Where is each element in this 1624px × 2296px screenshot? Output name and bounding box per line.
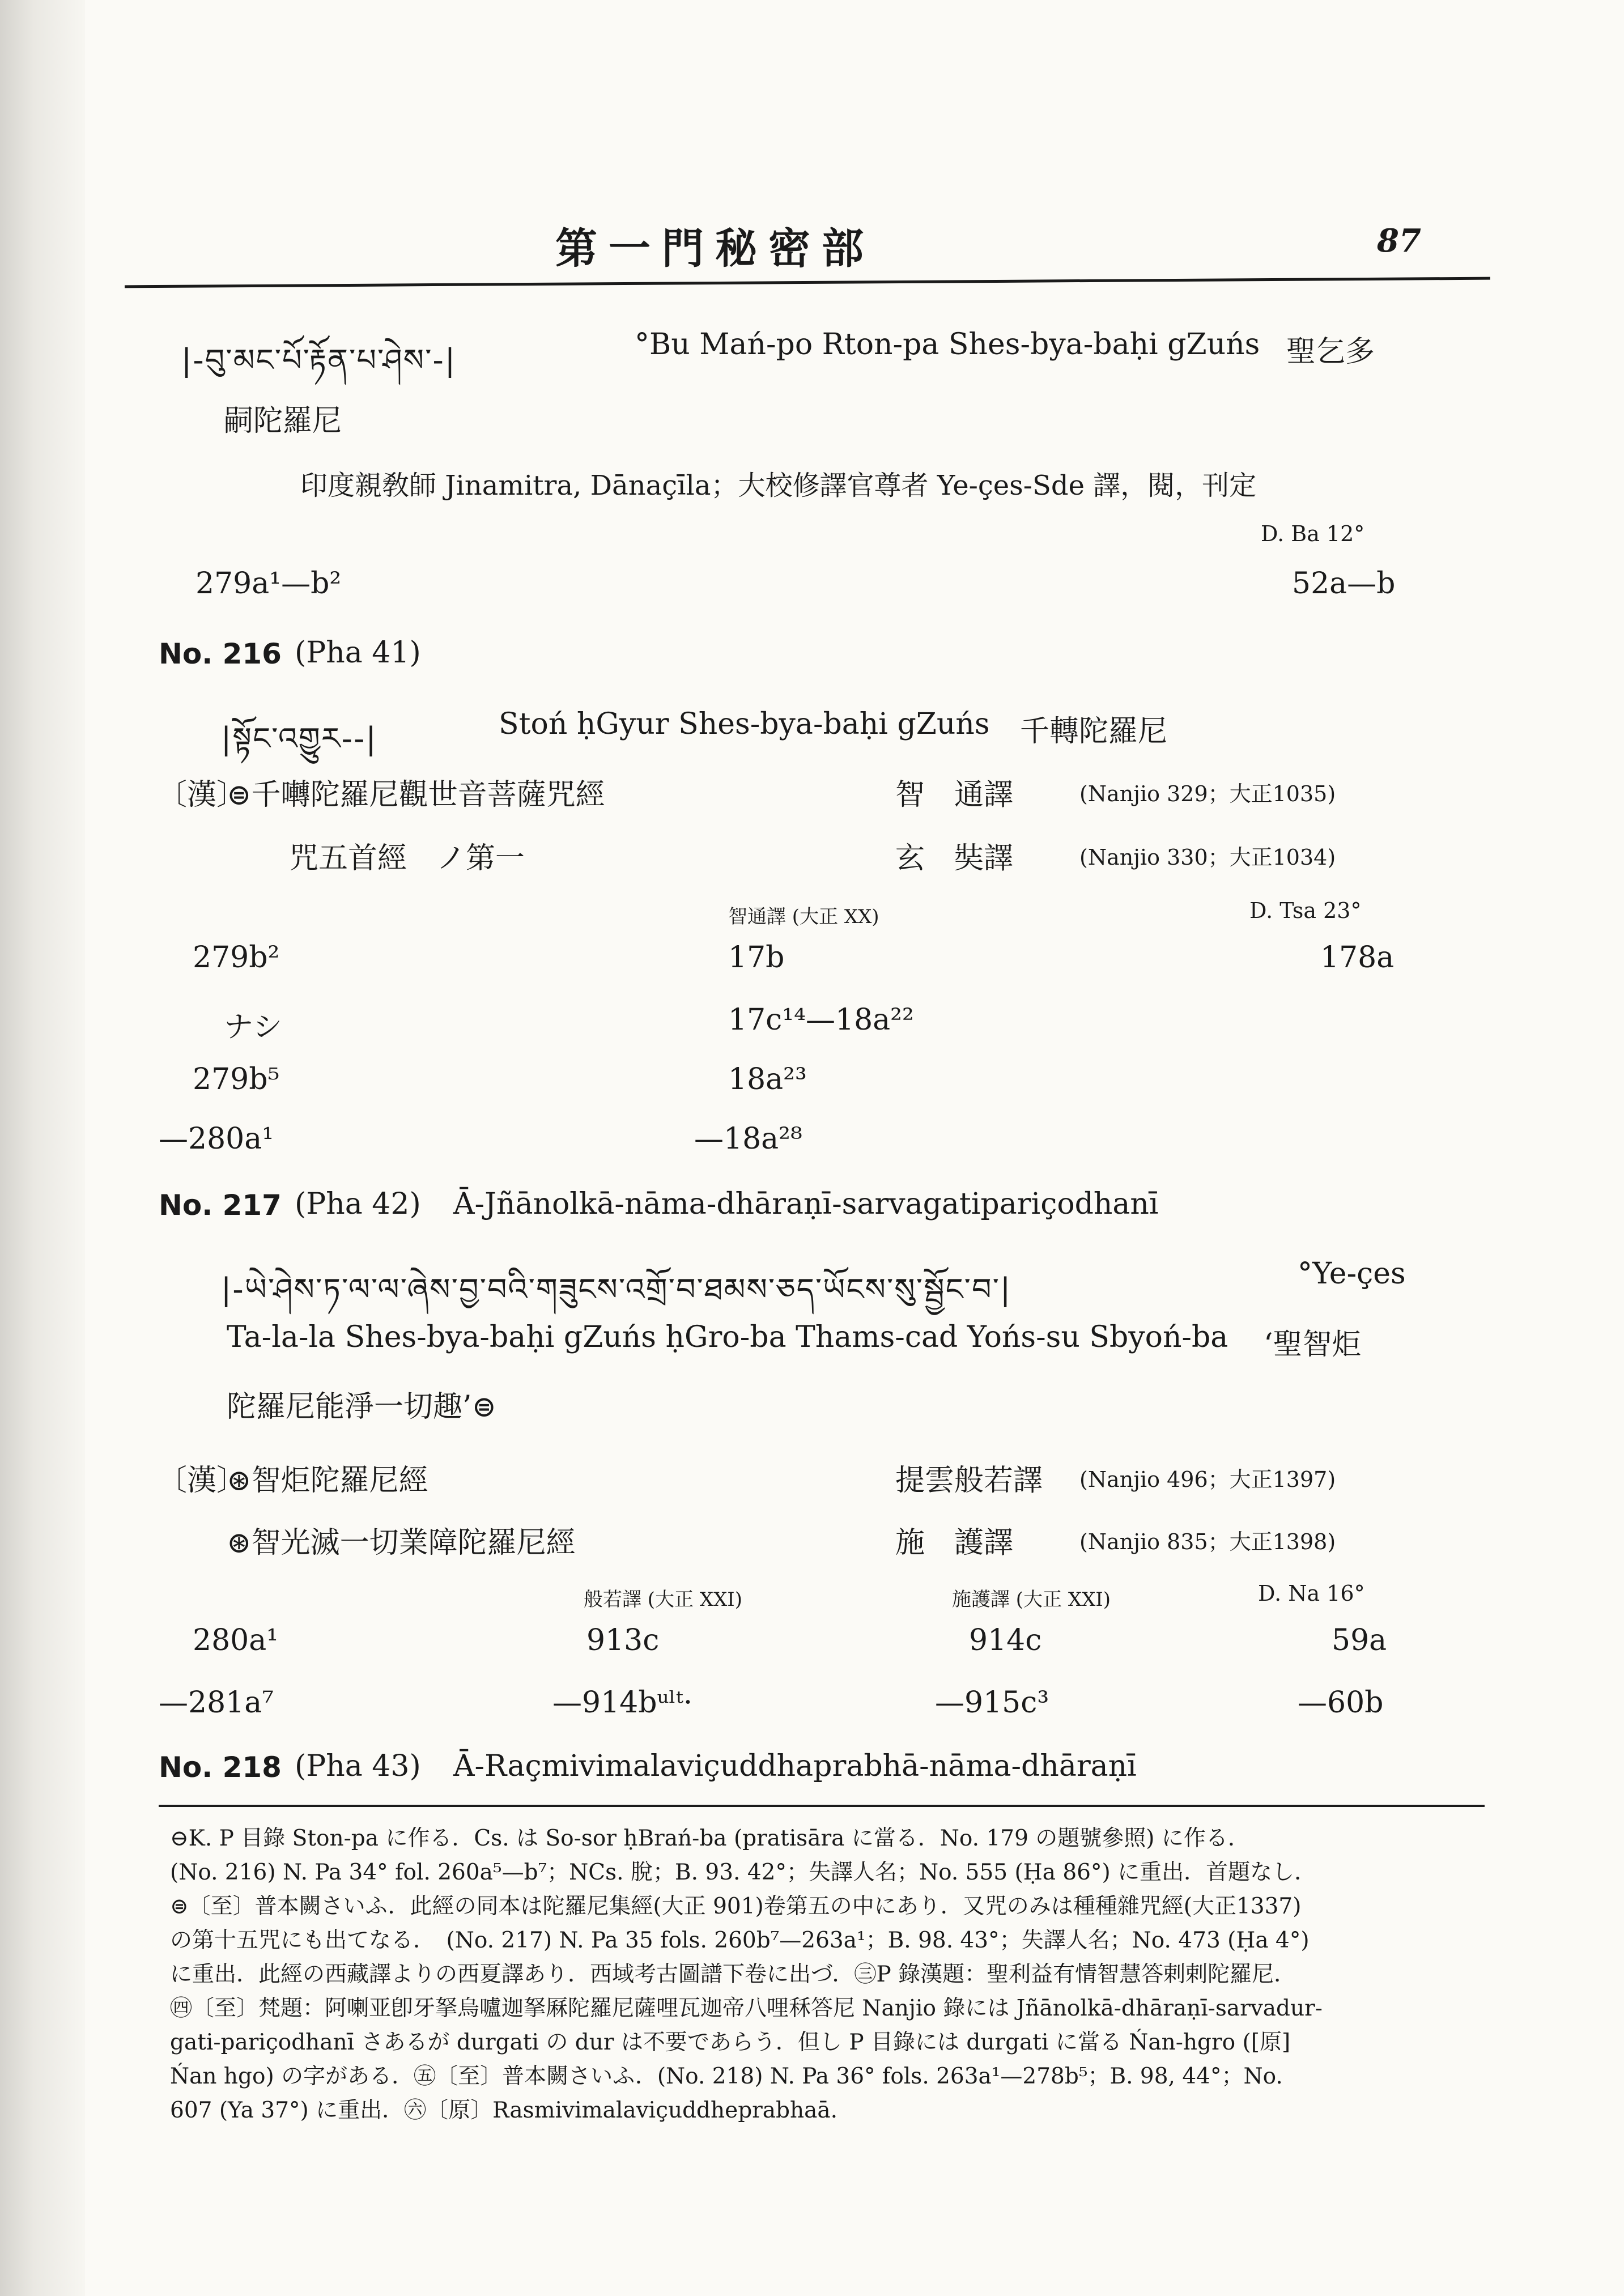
footnote-line: ⊜〔至〕普本闕さいふ．此經の同本は陀羅尼集經(大正 901)卷第五の中にあり．又咒のみは種種雜咒經(大正1337) [170, 1894, 1302, 1919]
translator-216-b: 玄 奘譯 [895, 841, 1014, 875]
roman-title-217-b: Ta-la-la Shes-bya-baḥi gZuńs ḥGro-ba Thams-cad Yońs-su Sbyoń-ba [227, 1320, 1228, 1354]
footnote-line: gati-pariçodhanī さあるが durgati の dur は不要であらう．但し P 目錄には durgati に當る Ńan-hgro ([原] [170, 2030, 1291, 2055]
footnote-rule [159, 1805, 1485, 1807]
footnote-line: ㊃〔至〕梵題：阿喇亚卽牙拏烏嚧迦拏厤陀羅尼薩哩瓦迦帝八哩秝答尼 Nanjio 錄には Jñānolkā-dhāraṇī-sarvadur- [170, 1996, 1323, 2021]
table-cell: —914bᵘˡᵗ· [552, 1686, 693, 1720]
entry-number-216: No. 216 [159, 637, 282, 670]
tibetan-title-217: |-ཡེ་ཤེས་ཏ་ལ་ལ་ཞེས་བྱ་བའི་གཟུངས་འགྲོ་བ་ཐམས་ཅད་ཡོངས་སུ་སྦྱོང་བ་| [221, 1272, 1012, 1307]
table-cell: 914c [969, 1623, 1042, 1657]
roman-title-217-a: °Ye-çes [1298, 1257, 1406, 1291]
pha-218: (Pha 43) [295, 1749, 421, 1783]
footnote-line: Ńan hgo) の字がある．㊄〔至〕普本闕さいふ．(No. 218) N. Pa 36° fols. 263a¹—278b⁵；B. 98, 44°；No. [170, 2064, 1283, 2089]
ref-216-b: (Nanjio 330；大正1034) [1079, 845, 1336, 870]
title-cjk-215-b: 嗣陀羅尼 [224, 404, 342, 438]
footnote-line: に重出．此經の西藏譯よりの西夏譯あり．西域考古圖譜下卷に出づ．㊂P 錄漢題：聖利益有情智慧答剌剌陀羅尼． [170, 1962, 1296, 1987]
footnote-line: の第十五咒にも出てなる． (No. 217) N. Pa 35 fols. 260b⁷—263a¹；B. 98. 43°；失譯人名；No. 473 (Ḥa 4°) [170, 1928, 1310, 1953]
range-left-215: 279a¹—b² [195, 567, 342, 601]
table-cell: 279b⁵ [193, 1062, 280, 1096]
entry-number-218: No. 218 [159, 1751, 282, 1784]
table-cell: —18a²⁸ [694, 1122, 802, 1156]
translator-216-a: 智 通譯 [895, 778, 1014, 812]
sanskrit-title-217: Ā-Jñānolkā-nāma-dhāraṇī-sarvagatipariçodhanī [453, 1187, 1159, 1221]
footnote-line: ⊖K. P 目錄 Ston-pa に作る．Cs. は So-sor ḥBrań-ba (pratisāra に當る．No. 179 の題號參照) に作る． [170, 1826, 1250, 1851]
ref-216-a: (Nanjio 329；大正1035) [1079, 781, 1336, 806]
col-head-216-mid: 智通譯 (大正 XX) [728, 905, 879, 928]
table-cell: 913c [586, 1623, 660, 1657]
page-title: 第一門秘密部 [555, 224, 875, 273]
ref-217-b: (Nanjio 835；大正1398) [1079, 1529, 1336, 1554]
table-cell: 18a²³ [728, 1062, 807, 1096]
derge-ref-215: D. Ba 12° [1261, 521, 1365, 546]
pha-217: (Pha 42) [295, 1187, 421, 1221]
table-cell: 59a [1332, 1623, 1387, 1657]
col-head-216-right: D. Tsa 23° [1249, 898, 1362, 923]
footnote-line: (No. 216) N. Pa 34° fol. 260a⁵—b⁷；NCs. 脫；B. 93. 42°；失譯人名；No. 555 (Ḥa 86°) に重出．首題なし． [170, 1860, 1317, 1885]
han-label-217: 〔漢〕 [158, 1464, 246, 1498]
table-cell: 17b [728, 941, 785, 975]
tibetan-title-215: |-བུ་མང་པོ་རྟོན་པ་ཤེས་-| [181, 342, 457, 378]
table-cell: —60b [1298, 1686, 1384, 1720]
ref-217-a: (Nanjio 496；大正1397) [1079, 1467, 1336, 1492]
han-title-216-a: ⊜千囀陀羅尼觀世音菩薩咒經 [227, 778, 605, 812]
table-cell: 17c¹⁴—18a²² [728, 1003, 914, 1037]
col-head-217-2: 施護譯 (大正 XXI) [952, 1588, 1111, 1611]
table-cell: 279b² [193, 941, 280, 975]
han-label-216: 〔漢〕 [158, 778, 246, 812]
title-roman-215: °Bu Mań-po Rton-pa Shes-bya-baḥi gZuńs [635, 328, 1260, 362]
pha-216: (Pha 41) [295, 636, 421, 670]
han-title-217-b: ⊛智光滅一切業障陀羅尼經 [227, 1526, 576, 1560]
table-cell: 280a¹ [193, 1623, 279, 1657]
page-number: 87 [1377, 222, 1421, 260]
entry-number-217: No. 217 [159, 1189, 282, 1222]
sanskrit-title-218: Ā-Raçmivimalaviçuddhaprabhā-nāma-dhāraṇī [453, 1749, 1137, 1783]
col-head-217-1: 般若譯 (大正 XXI) [584, 1588, 742, 1611]
han-title-216-b: 咒五首經 ノ第一 [289, 841, 525, 875]
translator-217-b: 施 護譯 [895, 1526, 1014, 1560]
table-cell: —915c³ [935, 1686, 1049, 1720]
footnotes [170, 1822, 1485, 2128]
table-cell: —281a⁷ [159, 1686, 274, 1720]
title-roman-216: Stoń ḥGyur Shes-bya-baḥi gZuńs [499, 707, 990, 741]
title-cjk-216: 千轉陀羅尼 [1020, 715, 1168, 749]
header-rule [125, 277, 1490, 288]
translators-215: 印度親敎師 Jinamitra, Dānaçīla；大校修譯官尊者 Ye-çes-Sde 譯，閱，刊定 [300, 470, 1257, 501]
range-right-215: 52a—b [1292, 567, 1396, 601]
table-cell: ナシ [224, 1010, 282, 1044]
title-cjk-217-a: ‘聖智炬 [1264, 1328, 1362, 1362]
title-cjk-217-b: 陀羅尼能淨一切趣’⊜ [227, 1390, 497, 1424]
scan-edge-shadow [0, 0, 85, 2296]
col-head-217-3: D. Na 16° [1258, 1581, 1365, 1606]
tibetan-title-216: |སྟོང་འགྱུར--| [221, 721, 377, 756]
translator-217-a: 提雲般若譯 [895, 1464, 1043, 1498]
footnote-line: 607 (Ya 37°) に重出．㊅〔原〕Rasmivimalaviçuddheprabhaā. [170, 2098, 838, 2123]
han-title-217-a: ⊛智炬陀羅尼經 [227, 1464, 428, 1498]
table-cell: 178a [1320, 941, 1395, 975]
title-cjk-215-a: 聖乞多 [1286, 335, 1375, 369]
table-cell: —280a¹ [159, 1122, 274, 1156]
